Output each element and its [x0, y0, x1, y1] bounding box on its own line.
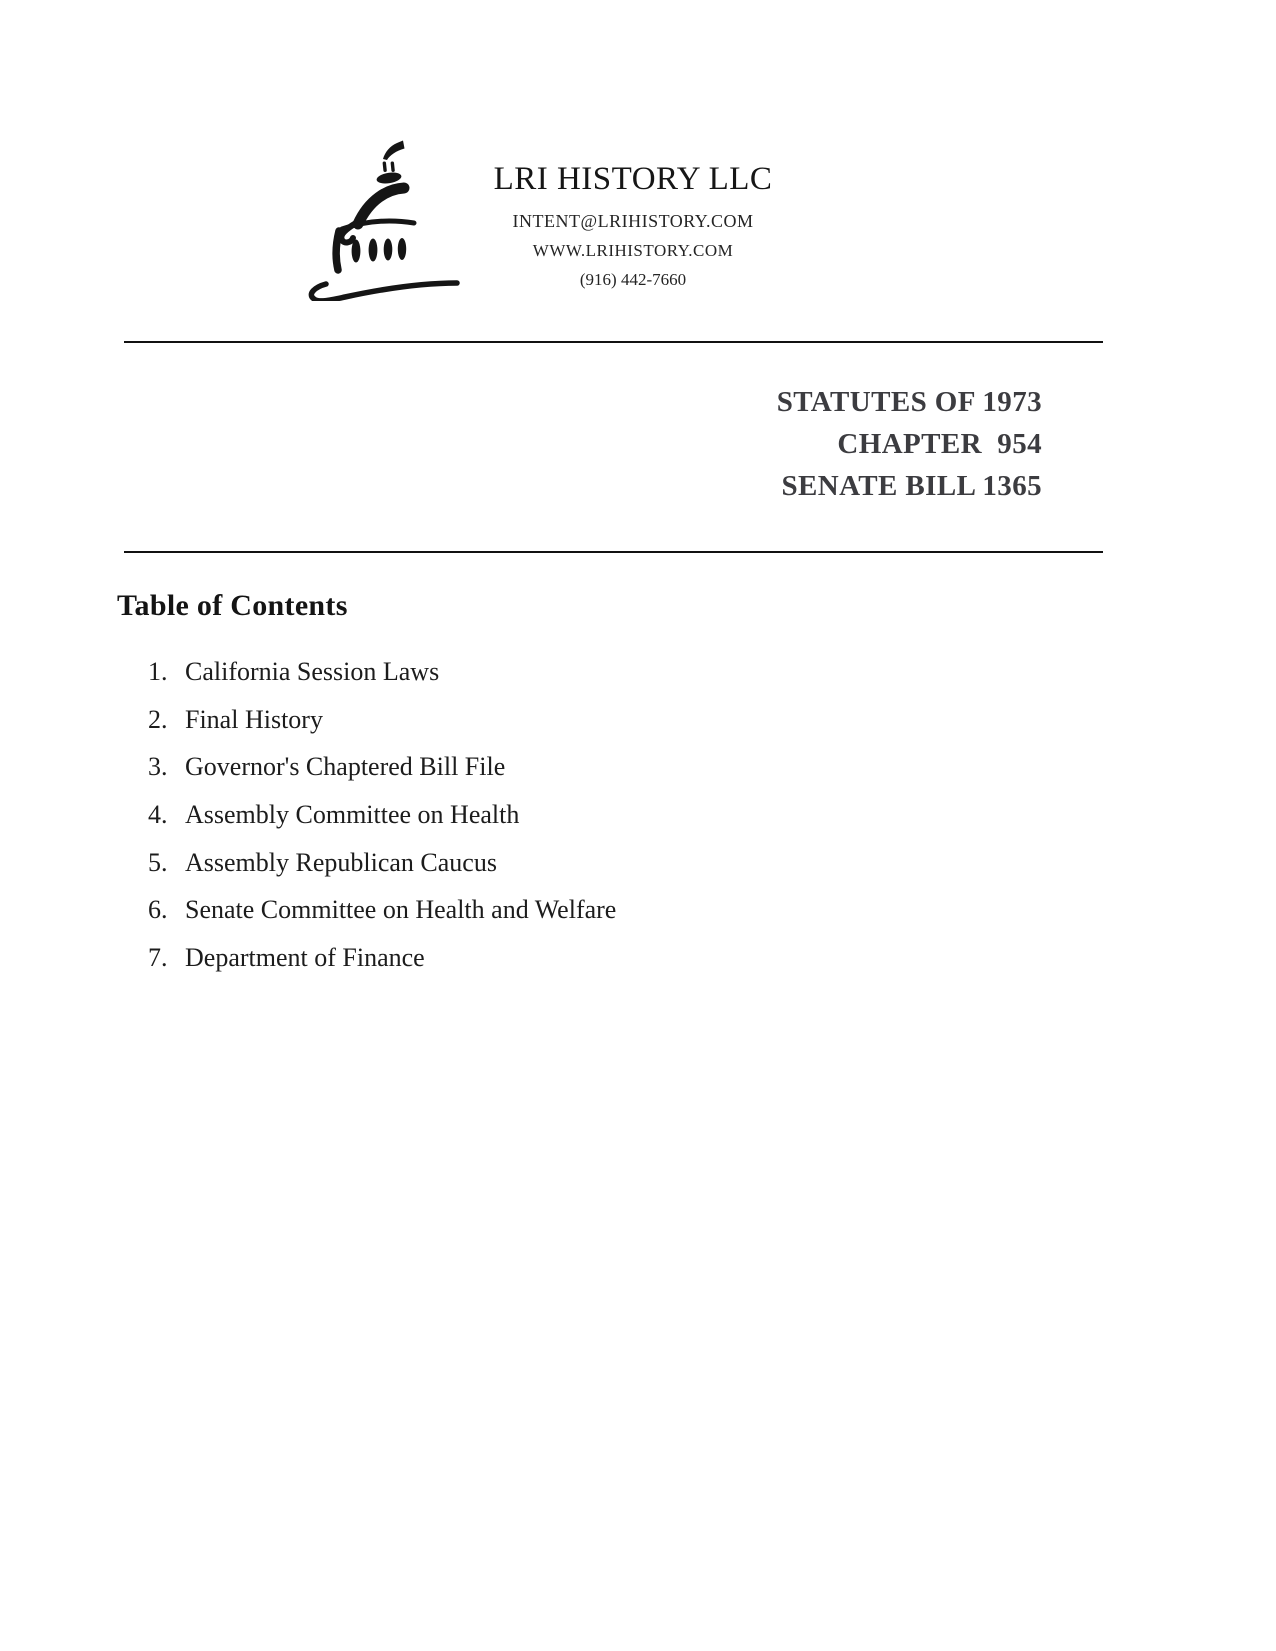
company-name: LRI HISTORY LLC — [493, 161, 773, 197]
toc-item-label: Assembly Republican Caucus — [185, 847, 497, 877]
toc-item-senate-committee-health-welfare — [148, 897, 616, 923]
senate-bill-line: SENATE BILL 1365 — [781, 470, 1042, 502]
toc-item-department-of-finance — [148, 945, 616, 971]
toc-item-label: Assembly Committee on Health — [185, 800, 520, 830]
horizontal-rule-bottom — [124, 551, 1103, 553]
toc-item-number: 1. — [148, 657, 168, 686]
statute-title-block — [777, 381, 1042, 507]
toc-item-number: 2. — [148, 704, 168, 734]
chapter-number-line: CHAPTER 954 — [837, 428, 1042, 460]
toc-item-label: Department of Finance — [185, 943, 425, 973]
toc-item-california-session-laws — [148, 659, 616, 685]
toc-item-number: 6. — [148, 895, 168, 925]
toc-item-number: 5. — [148, 847, 168, 877]
toc-item-number: 4. — [148, 800, 168, 830]
statutes-year-line: STATUTES OF 1973 — [776, 386, 1042, 418]
toc-heading: Table of Contents — [117, 589, 348, 622]
toc-item-assembly-republican-caucus — [148, 847, 616, 877]
toc-item-governors-chaptered-bill-file — [148, 754, 616, 780]
company-email: INTENT@LRIHISTORY.COM — [512, 211, 754, 231]
toc-item-assembly-committee-on-health — [148, 802, 616, 828]
toc-list — [148, 659, 616, 993]
company-phone: (916) 442-7660 — [579, 270, 687, 289]
toc-item-label: Final History — [185, 704, 323, 734]
letterhead — [448, 161, 818, 289]
toc-item-label: Governor's Chaptered Bill File — [185, 752, 506, 782]
horizontal-rule-top — [124, 341, 1103, 343]
toc-item-number: 3. — [148, 752, 168, 782]
company-website: WWW.LRIHISTORY.COM — [532, 241, 734, 260]
toc-item-number: 7. — [148, 943, 168, 973]
toc-item-final-history — [148, 704, 616, 734]
toc-item-label: California Session Laws — [185, 657, 440, 686]
toc-item-label: Senate Committee on Health and Welfare — [185, 895, 617, 925]
